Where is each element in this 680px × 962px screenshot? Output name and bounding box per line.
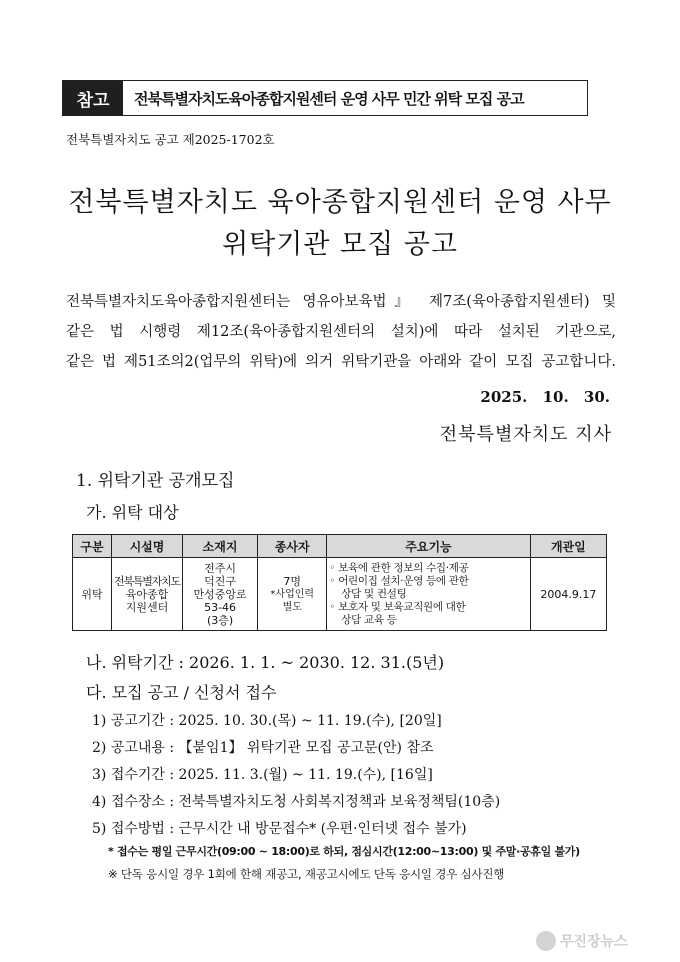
subsection-ga: 가. 위탁 대상 [86, 503, 179, 522]
location-line: 만성중앙로 [193, 587, 247, 601]
subsection-na: 나. 위탁기간 : 2026. 1. 1. ~ 2030. 12. 31.(5년) [86, 653, 445, 672]
staff-line: 별도 [282, 601, 302, 613]
page-title-line1: 전북특별자치도 육아종합지원센터 운영 사무 [68, 187, 612, 218]
function-line: 상담 및 컨설팅 [341, 587, 407, 600]
location-cell [182, 558, 257, 631]
header-title: 전북특별자치도육아종합지원센터 운영 사무 민간 위탁 모집 공고 [134, 89, 524, 108]
opened-date-cell: 2004.9.17 [530, 558, 606, 631]
section-heading: 1. 위탁기관 공개모집 [76, 471, 235, 491]
table-header-cell: 종사자 [258, 535, 327, 558]
facility-line: 육아종합 [125, 587, 169, 601]
page-title-line2: 위탁기관 모집 공고 [222, 229, 458, 260]
subsection-da: 다. 모집 공고 / 신청서 접수 [86, 683, 277, 702]
list-item: 3) 접수기간 : 2025. 11. 3.(월) ~ 11. 19.(수), [16일] [92, 767, 433, 783]
staff-line: 7명 [283, 574, 302, 588]
location-line: 53-46 [204, 600, 237, 614]
watermark-text: 무진장뉴스 [560, 934, 628, 950]
function-line: 상담 교육 등 [341, 613, 397, 626]
watermark [536, 928, 672, 954]
reference-tag: 참고 [63, 81, 123, 115]
location-line: 덕진구 [204, 574, 237, 588]
table-header-cell: 개관일 [530, 535, 606, 558]
table-header-cell: 주요기능 [327, 535, 530, 558]
category-cell: 위탁 [73, 558, 112, 631]
document-number: 전북특별자치도 공고 제2025-1702호 [66, 132, 275, 147]
target-table [72, 534, 607, 631]
location-line: (3층) [206, 613, 234, 627]
function-cell [327, 558, 530, 631]
intro-line3: 같은 법 제51조의2(업무의 위탁)에 의거 위탁기관을 아래와 같이 모집 공고합니다. [66, 354, 616, 370]
table-header-cell: 시설명 [111, 535, 182, 558]
function-line: ◦ 어린이집 설치·운영 등에 관한 [329, 574, 469, 587]
table-header-cell: 구분 [73, 535, 112, 558]
function-line: ◦ 보호자 및 보육교직원에 대한 [329, 600, 466, 613]
facility-line: 전북특별자치도 [113, 574, 180, 588]
function-line: ◦ 보육에 관한 정보의 수집·제공 [329, 561, 469, 574]
watermark-logo-icon [536, 931, 556, 951]
facility-line: 지원센터 [125, 600, 169, 614]
list-item: 1) 공고기간 : 2025. 10. 30.(목) ~ 11. 19.(수), [20일] [92, 713, 442, 729]
signer: 전북특별자치도 지사 [439, 424, 612, 445]
list-item: 2) 공고내용 : 【붙임1】 위탁기관 모집 공고문(안) 참조 [92, 740, 434, 756]
table-header-row [73, 535, 607, 558]
notice-date: 2025. 10. 30. [480, 388, 610, 406]
facility-cell [111, 558, 182, 631]
reception-note: * 접수는 평일 근무시간(09:00 ~ 18:00)로 하되, 점심시간(12:00~13:00) 및 주말·공휴일 불가) [108, 845, 580, 858]
table-row [73, 558, 607, 631]
intro-line2: 같은 법 시행령 제12조(육아종합지원센터의 설치)에 따라 설치된 기관으로, [66, 324, 616, 340]
table-header-cell: 소재지 [182, 535, 257, 558]
sole-applicant-note: ※ 단독 응시일 경우 1회에 한해 재공고, 재공고시에도 단독 응시일 경우 심사진행 [108, 867, 505, 881]
staff-line: *사업인력 [270, 588, 315, 600]
list-item: 5) 접수방법 : 근무시간 내 방문접수* (우편·인터넷 접수 불가) [92, 821, 467, 837]
list-item: 4) 접수장소 : 전북특별자치도청 사회복지정책과 보육정책팀(10층) [92, 794, 501, 810]
location-line: 전주시 [204, 561, 237, 575]
intro-line1: 전북특별자치도육아종합지원센터는 영유아보육법』 제7조(육아종합지원센터) 및 [66, 294, 616, 310]
staff-cell [258, 558, 327, 631]
